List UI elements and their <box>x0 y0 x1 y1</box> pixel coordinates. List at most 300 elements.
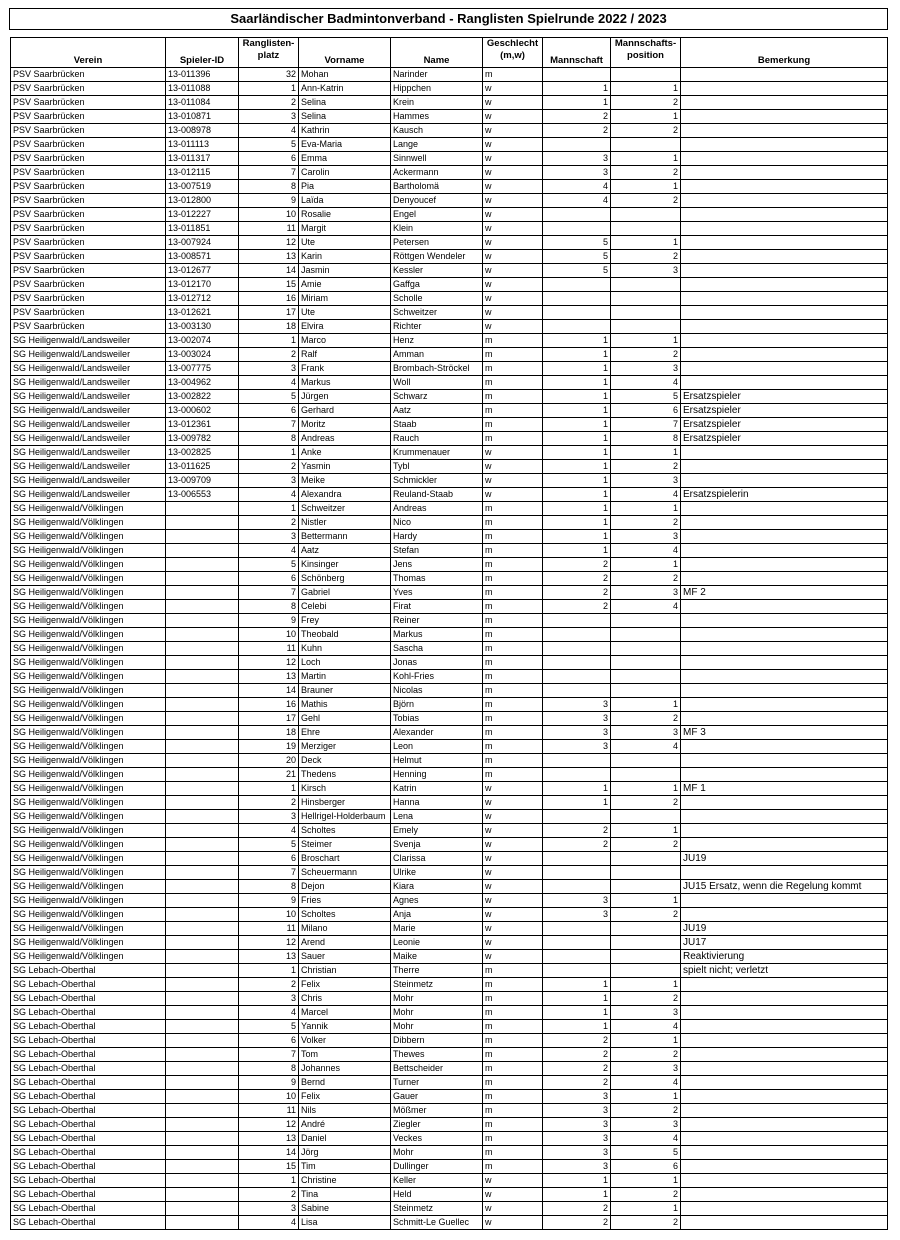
name-cell: Amman <box>391 348 483 362</box>
table-row <box>11 1076 888 1090</box>
spieler-id-cell <box>166 810 239 824</box>
vorname-cell: Anke <box>299 446 391 460</box>
position-cell <box>611 642 681 656</box>
platz-cell: 9 <box>239 614 299 628</box>
table-row <box>11 712 888 726</box>
platz-cell: 1 <box>239 964 299 978</box>
mannschaft-cell: 1 <box>543 1174 611 1188</box>
verein-cell: PSV Saarbrücken <box>11 124 166 138</box>
spieler-id-cell: 13-002822 <box>166 390 239 404</box>
spieler-id-cell <box>166 1034 239 1048</box>
mannschaft-cell: 3 <box>543 1104 611 1118</box>
verein-cell: SG Heiligenwald/Völklingen <box>11 852 166 866</box>
position-cell: 2 <box>611 796 681 810</box>
table-row <box>11 460 888 474</box>
bemerkung-cell: MF 2 <box>681 586 888 600</box>
platz-cell: 10 <box>239 628 299 642</box>
platz-cell: 10 <box>239 908 299 922</box>
verein-cell: SG Heiligenwald/Völklingen <box>11 530 166 544</box>
vorname-cell: Elvira <box>299 320 391 334</box>
bemerkung-cell <box>681 978 888 992</box>
verein-cell: SG Heiligenwald/Völklingen <box>11 950 166 964</box>
geschlecht-cell: m <box>483 978 543 992</box>
vorname-cell: Tina <box>299 1188 391 1202</box>
platz-cell: 2 <box>239 348 299 362</box>
bemerkung-cell: Ersatzspieler <box>681 404 888 418</box>
mannschaft-cell: 4 <box>543 180 611 194</box>
spieler-id-cell <box>166 516 239 530</box>
table-row <box>11 726 888 740</box>
position-cell: 4 <box>611 1132 681 1146</box>
mannschaft-cell <box>543 880 611 894</box>
name-cell: Bettscheider <box>391 1062 483 1076</box>
name-cell: Henning <box>391 768 483 782</box>
mannschaft-cell: 1 <box>543 334 611 348</box>
position-cell: 2 <box>611 1188 681 1202</box>
bemerkung-cell <box>681 1090 888 1104</box>
platz-cell: 5 <box>239 558 299 572</box>
name-cell: Maike <box>391 950 483 964</box>
spieler-id-cell: 13-012361 <box>166 418 239 432</box>
position-cell: 1 <box>611 110 681 124</box>
geschlecht-cell: m <box>483 1118 543 1132</box>
table-row <box>11 516 888 530</box>
verein-cell: SG Lebach-Oberthal <box>11 978 166 992</box>
vorname-cell: Scholtes <box>299 824 391 838</box>
platz-cell: 20 <box>239 754 299 768</box>
table-row <box>11 586 888 600</box>
platz-cell: 6 <box>239 1034 299 1048</box>
spieler-id-cell: 13-002825 <box>166 446 239 460</box>
table-row <box>11 1048 888 1062</box>
vorname-cell: Ralf <box>299 348 391 362</box>
vorname-cell: Aatz <box>299 544 391 558</box>
bemerkung-cell <box>681 712 888 726</box>
platz-cell: 6 <box>239 852 299 866</box>
verein-cell: SG Lebach-Oberthal <box>11 1132 166 1146</box>
platz-cell: 10 <box>239 1090 299 1104</box>
spieler-id-cell <box>166 1188 239 1202</box>
vorname-cell: Johannes <box>299 1062 391 1076</box>
verein-cell: PSV Saarbrücken <box>11 110 166 124</box>
name-cell: Clarissa <box>391 852 483 866</box>
name-cell: Krein <box>391 96 483 110</box>
geschlecht-cell: m <box>483 1062 543 1076</box>
name-cell: Thomas <box>391 572 483 586</box>
name-cell: Bartholomä <box>391 180 483 194</box>
geschlecht-cell: m <box>483 68 543 82</box>
position-cell <box>611 950 681 964</box>
mannschaft-cell <box>543 614 611 628</box>
table-row <box>11 376 888 390</box>
position-cell <box>611 292 681 306</box>
mannschaft-cell: 5 <box>543 264 611 278</box>
mannschaft-cell <box>543 768 611 782</box>
spieler-id-cell <box>166 1104 239 1118</box>
vorname-cell: Frank <box>299 362 391 376</box>
table-row <box>11 768 888 782</box>
bemerkung-cell <box>681 558 888 572</box>
geschlecht-cell: m <box>483 1006 543 1020</box>
bemerkung-cell <box>681 1188 888 1202</box>
mannschaft-cell: 3 <box>543 152 611 166</box>
position-cell: 1 <box>611 824 681 838</box>
table-row <box>11 264 888 278</box>
table-row <box>11 740 888 754</box>
name-cell: Stefan <box>391 544 483 558</box>
vorname-cell: Pia <box>299 180 391 194</box>
bemerkung-cell <box>681 208 888 222</box>
vorname-cell: Laïda <box>299 194 391 208</box>
position-cell: 3 <box>611 264 681 278</box>
position-cell <box>611 222 681 236</box>
name-cell: Hammes <box>391 110 483 124</box>
spieler-id-cell: 13-008978 <box>166 124 239 138</box>
platz-cell: 7 <box>239 418 299 432</box>
name-cell: Kausch <box>391 124 483 138</box>
spieler-id-cell <box>166 558 239 572</box>
geschlecht-cell: m <box>483 992 543 1006</box>
verein-cell: SG Heiligenwald/Völklingen <box>11 782 166 796</box>
mannschaft-cell: 2 <box>543 1216 611 1230</box>
platz-cell: 4 <box>239 824 299 838</box>
table-row <box>11 222 888 236</box>
mannschaft-cell <box>543 754 611 768</box>
vorname-cell: Kirsch <box>299 782 391 796</box>
table-row <box>11 68 888 82</box>
mannschaft-cell <box>543 950 611 964</box>
verein-cell: SG Heiligenwald/Völklingen <box>11 600 166 614</box>
name-cell: Firat <box>391 600 483 614</box>
spieler-id-cell <box>166 852 239 866</box>
platz-cell: 3 <box>239 1202 299 1216</box>
geschlecht-cell: m <box>483 628 543 642</box>
vorname-cell: Broschart <box>299 852 391 866</box>
mannschaft-cell: 1 <box>543 460 611 474</box>
position-cell: 1 <box>611 152 681 166</box>
name-cell: Reiner <box>391 614 483 628</box>
spieler-id-cell: 13-003130 <box>166 320 239 334</box>
header-mannschaftsposition: Mannschafts-position <box>611 38 681 68</box>
table-row <box>11 1006 888 1020</box>
verein-cell: SG Heiligenwald/Völklingen <box>11 824 166 838</box>
mannschaft-cell: 1 <box>543 1006 611 1020</box>
spieler-id-cell <box>166 782 239 796</box>
name-cell: Jonas <box>391 656 483 670</box>
name-cell: Leonie <box>391 936 483 950</box>
verein-cell: SG Lebach-Oberthal <box>11 1146 166 1160</box>
vorname-cell: Steimer <box>299 838 391 852</box>
table-row <box>11 306 888 320</box>
verein-cell: SG Heiligenwald/Völklingen <box>11 712 166 726</box>
name-cell: Reuland-Staab <box>391 488 483 502</box>
bemerkung-cell <box>681 544 888 558</box>
table-row <box>11 936 888 950</box>
name-cell: Emely <box>391 824 483 838</box>
geschlecht-cell: w <box>483 852 543 866</box>
table-row <box>11 404 888 418</box>
bemerkung-cell: JU19 <box>681 922 888 936</box>
platz-cell: 8 <box>239 880 299 894</box>
position-cell: 7 <box>611 418 681 432</box>
mannschaft-cell: 1 <box>543 446 611 460</box>
verein-cell: PSV Saarbrücken <box>11 236 166 250</box>
geschlecht-cell: w <box>483 782 543 796</box>
table-row <box>11 992 888 1006</box>
geschlecht-cell: w <box>483 796 543 810</box>
geschlecht-cell: m <box>483 1034 543 1048</box>
header-row <box>11 38 888 68</box>
position-cell: 6 <box>611 1160 681 1174</box>
verein-cell: SG Lebach-Oberthal <box>11 1160 166 1174</box>
table-row <box>11 110 888 124</box>
bemerkung-cell: JU19 <box>681 852 888 866</box>
table-row <box>11 418 888 432</box>
name-cell: Klein <box>391 222 483 236</box>
platz-cell: 8 <box>239 600 299 614</box>
verein-cell: SG Heiligenwald/Völklingen <box>11 838 166 852</box>
position-cell: 2 <box>611 572 681 586</box>
verein-cell: PSV Saarbrücken <box>11 82 166 96</box>
name-cell: Therre <box>391 964 483 978</box>
platz-cell: 9 <box>239 894 299 908</box>
bemerkung-cell <box>681 530 888 544</box>
platz-cell: 3 <box>239 362 299 376</box>
platz-cell: 5 <box>239 138 299 152</box>
verein-cell: SG Heiligenwald/Völklingen <box>11 740 166 754</box>
spieler-id-cell <box>166 754 239 768</box>
spieler-id-cell <box>166 838 239 852</box>
position-cell: 2 <box>611 992 681 1006</box>
mannschaft-cell: 2 <box>543 572 611 586</box>
mannschaft-cell: 3 <box>543 908 611 922</box>
position-cell: 2 <box>611 96 681 110</box>
platz-cell: 13 <box>239 950 299 964</box>
name-cell: Schmitt-Le Guellec <box>391 1216 483 1230</box>
mannschaft-cell: 1 <box>543 348 611 362</box>
table-row <box>11 572 888 586</box>
spieler-id-cell <box>166 502 239 516</box>
bemerkung-cell <box>681 1216 888 1230</box>
vorname-cell: Selina <box>299 96 391 110</box>
verein-cell: PSV Saarbrücken <box>11 278 166 292</box>
platz-cell: 3 <box>239 810 299 824</box>
bemerkung-cell: MF 1 <box>681 782 888 796</box>
position-cell: 4 <box>611 600 681 614</box>
table-row <box>11 208 888 222</box>
geschlecht-cell: m <box>483 572 543 586</box>
name-cell: Lange <box>391 138 483 152</box>
verein-cell: SG Lebach-Oberthal <box>11 1118 166 1132</box>
mannschaft-cell <box>543 936 611 950</box>
geschlecht-cell: m <box>483 432 543 446</box>
vorname-cell: Selina <box>299 110 391 124</box>
bemerkung-cell <box>681 110 888 124</box>
geschlecht-cell: w <box>483 110 543 124</box>
platz-cell: 2 <box>239 1188 299 1202</box>
verein-cell: SG Heiligenwald/Völklingen <box>11 726 166 740</box>
bemerkung-cell: JU15 Ersatz, wenn die Regelung kommt <box>681 880 888 894</box>
vorname-cell: Gerhard <box>299 404 391 418</box>
mannschaft-cell: 2 <box>543 824 611 838</box>
geschlecht-cell: w <box>483 208 543 222</box>
verein-cell: PSV Saarbrücken <box>11 208 166 222</box>
platz-cell: 1 <box>239 334 299 348</box>
name-cell: Kohl-Fries <box>391 670 483 684</box>
geschlecht-cell: m <box>483 614 543 628</box>
name-cell: Hippchen <box>391 82 483 96</box>
spieler-id-cell: 13-000602 <box>166 404 239 418</box>
mannschaft-cell <box>543 684 611 698</box>
geschlecht-cell: m <box>483 516 543 530</box>
vorname-cell: Alexandra <box>299 488 391 502</box>
platz-cell: 6 <box>239 404 299 418</box>
name-cell: Anja <box>391 908 483 922</box>
name-cell: Petersen <box>391 236 483 250</box>
name-cell: Hanna <box>391 796 483 810</box>
platz-cell: 1 <box>239 82 299 96</box>
spieler-id-cell: 13-012227 <box>166 208 239 222</box>
geschlecht-cell: w <box>483 460 543 474</box>
name-cell: Marie <box>391 922 483 936</box>
spieler-id-cell <box>166 978 239 992</box>
name-cell: Aatz <box>391 404 483 418</box>
vorname-cell: Markus <box>299 376 391 390</box>
table-row <box>11 670 888 684</box>
bemerkung-cell <box>681 1160 888 1174</box>
bemerkung-cell <box>681 124 888 138</box>
header-verein: Verein <box>11 38 166 68</box>
table-row <box>11 698 888 712</box>
bemerkung-cell <box>681 460 888 474</box>
position-cell <box>611 922 681 936</box>
name-cell: Nicolas <box>391 684 483 698</box>
vorname-cell: Dejon <box>299 880 391 894</box>
name-cell: Mohr <box>391 1146 483 1160</box>
vorname-cell: Felix <box>299 1090 391 1104</box>
name-cell: Veckes <box>391 1132 483 1146</box>
geschlecht-cell: m <box>483 1076 543 1090</box>
geschlecht-cell: m <box>483 698 543 712</box>
vorname-cell: Ann-Katrin <box>299 82 391 96</box>
mannschaft-cell: 1 <box>543 502 611 516</box>
platz-cell: 8 <box>239 1062 299 1076</box>
spieler-id-cell <box>166 1020 239 1034</box>
platz-cell: 4 <box>239 1216 299 1230</box>
bemerkung-cell <box>681 1202 888 1216</box>
table-row <box>11 1062 888 1076</box>
verein-cell: SG Heiligenwald/Völklingen <box>11 558 166 572</box>
name-cell: Alexander <box>391 726 483 740</box>
position-cell: 3 <box>611 362 681 376</box>
name-cell: Engel <box>391 208 483 222</box>
bemerkung-cell <box>681 614 888 628</box>
name-cell: Keller <box>391 1174 483 1188</box>
bemerkung-cell <box>681 1146 888 1160</box>
mannschaft-cell: 1 <box>543 978 611 992</box>
vorname-cell: Mohan <box>299 68 391 82</box>
bemerkung-cell <box>681 516 888 530</box>
position-cell: 1 <box>611 236 681 250</box>
table-row <box>11 1174 888 1188</box>
header-spieler-id: Spieler-ID <box>166 38 239 68</box>
spieler-id-cell <box>166 768 239 782</box>
verein-cell: SG Lebach-Oberthal <box>11 992 166 1006</box>
position-cell: 2 <box>611 124 681 138</box>
spieler-id-cell: 13-011084 <box>166 96 239 110</box>
verein-cell: PSV Saarbrücken <box>11 180 166 194</box>
table-row <box>11 502 888 516</box>
bemerkung-cell <box>681 642 888 656</box>
geschlecht-cell: w <box>483 838 543 852</box>
position-cell: 3 <box>611 1062 681 1076</box>
spieler-id-cell <box>166 824 239 838</box>
verein-cell: SG Heiligenwald/Landsweiler <box>11 376 166 390</box>
platz-cell: 10 <box>239 208 299 222</box>
verein-cell: SG Heiligenwald/Völklingen <box>11 572 166 586</box>
vorname-cell: Rosalie <box>299 208 391 222</box>
bemerkung-cell <box>681 824 888 838</box>
spieler-id-cell: 13-007775 <box>166 362 239 376</box>
platz-cell: 13 <box>239 670 299 684</box>
table-row <box>11 950 888 964</box>
bemerkung-cell <box>681 992 888 1006</box>
spieler-id-cell: 13-012800 <box>166 194 239 208</box>
mannschaft-cell: 2 <box>543 1048 611 1062</box>
name-cell: Schwarz <box>391 390 483 404</box>
vorname-cell: Theobald <box>299 628 391 642</box>
mannschaft-cell <box>543 866 611 880</box>
vorname-cell: Margit <box>299 222 391 236</box>
vorname-cell: Marco <box>299 334 391 348</box>
platz-cell: 1 <box>239 1174 299 1188</box>
spieler-id-cell <box>166 726 239 740</box>
name-cell: Thewes <box>391 1048 483 1062</box>
position-cell <box>611 628 681 642</box>
table-row <box>11 194 888 208</box>
spieler-id-cell: 13-011625 <box>166 460 239 474</box>
geschlecht-cell: w <box>483 152 543 166</box>
spieler-id-cell: 13-003024 <box>166 348 239 362</box>
geschlecht-cell: w <box>483 922 543 936</box>
verein-cell: PSV Saarbrücken <box>11 292 166 306</box>
vorname-cell: Gabriel <box>299 586 391 600</box>
mannschaft-cell: 2 <box>543 1034 611 1048</box>
spieler-id-cell <box>166 698 239 712</box>
spieler-id-cell <box>166 614 239 628</box>
position-cell: 1 <box>611 180 681 194</box>
bemerkung-cell: JU17 <box>681 936 888 950</box>
platz-cell: 11 <box>239 642 299 656</box>
vorname-cell: Chris <box>299 992 391 1006</box>
verein-cell: SG Heiligenwald/Völklingen <box>11 796 166 810</box>
bemerkung-cell <box>681 376 888 390</box>
spieler-id-cell: 13-009782 <box>166 432 239 446</box>
name-cell: Nico <box>391 516 483 530</box>
platz-cell: 3 <box>239 110 299 124</box>
bemerkung-cell <box>681 96 888 110</box>
vorname-cell: Ute <box>299 306 391 320</box>
position-cell: 2 <box>611 1104 681 1118</box>
name-cell: Svenja <box>391 838 483 852</box>
name-cell: Steinmetz <box>391 1202 483 1216</box>
bemerkung-cell <box>681 180 888 194</box>
spieler-id-cell: 13-007519 <box>166 180 239 194</box>
mannschaft-cell <box>543 320 611 334</box>
table-row <box>11 390 888 404</box>
spieler-id-cell <box>166 1062 239 1076</box>
table-body <box>11 68 888 1230</box>
